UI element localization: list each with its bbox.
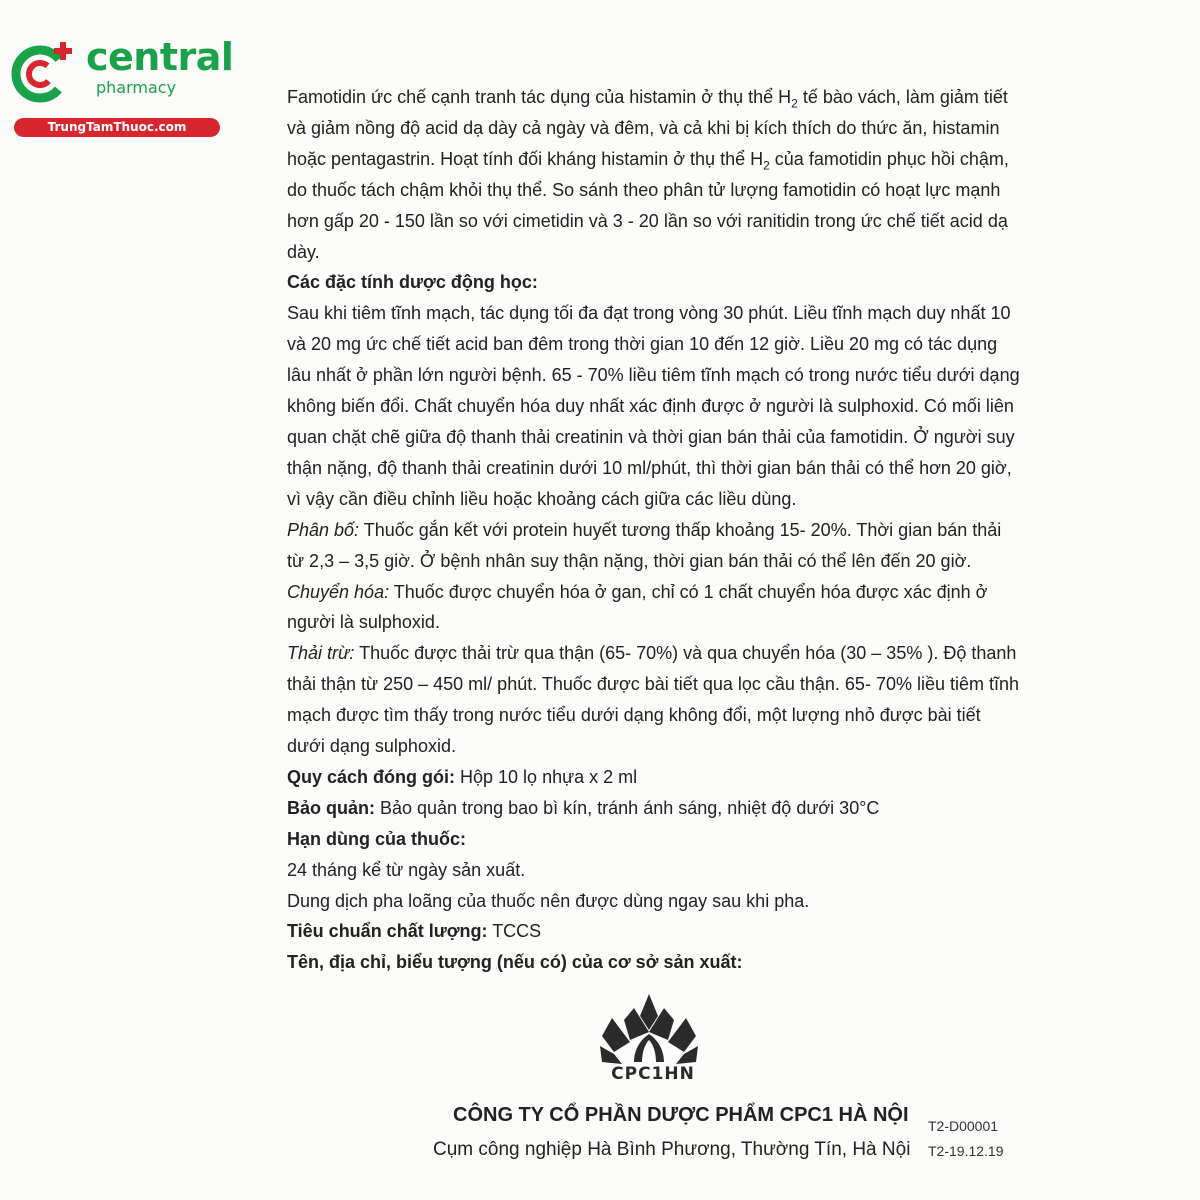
brand-logo xyxy=(10,35,234,136)
metabolism-paragraph: Chuyển hóa: Thuốc được chuyển hóa ở gan, chỉ có 1 chất chuyển hóa được xác định ở người là sulphoxid. xyxy=(287,581,988,633)
quality-standard-label: Tiêu chuẩn chất lượng: xyxy=(287,921,488,942)
expiry-line-2: Dung dịch pha loãng của thuốc nên được dùng ngay sau khi pha. xyxy=(287,890,810,911)
packaging-label: Quy cách đóng gói: xyxy=(287,766,456,787)
pharmacodynamics-paragraph: Famotidin ức chế cạnh tranh tác dụng của histamin ở thụ thể $H_2$ tế bào vách, làm giảm tiết và giảm nồng độ acid dạ dày cả ngày và đêm, và cả khi bị kích thích do thức ăn, histamin hoặc pentagastrin. Hoạt tính đối kháng histamin ở thụ thể $H_2$ của famotidin phục hồi chậm, do thuốc tách chậm khỏi thụ thể. So sánh theo phân tử lượng famotidin có hoạt lực mạnh hơn gấp 20 - 150 lần so với cimetidin và 3 - 20 lần so với ranitidin trong ức chế tiết acid dạ dày. xyxy=(287,87,1009,262)
distribution-paragraph: Phân bố: Thuốc gắn kết với protein huyết tương thấp khoảng 15- 20%. Thời gian bán thải từ 2,3 – 3,5 giờ. Ở bệnh nhân suy thận nặng, thời gian bán thải có thể lên đến 20 giờ. xyxy=(287,519,1002,571)
metabolism-label: Chuyển hóa: xyxy=(287,581,390,602)
manufacturer-name: CÔNG TY CỔ PHẦN DƯỢC PHẨM CPC1 HÀ NỘI xyxy=(453,1104,909,1126)
quality-standard-line: Tiêu chuẩn chất lượng: TCCS xyxy=(287,921,542,942)
cpc1-logo-text: CPC1HN xyxy=(611,1064,695,1084)
brand-name: central xyxy=(86,35,234,79)
storage-line: Bảo quản: Bảo quản trong bao bì kín, tránh ánh sáng, nhiệt độ dưới 30°C xyxy=(287,797,880,818)
manufacturer-heading: Tên, địa chỉ, biểu tượng (nếu có) của cơ sở sản xuất: xyxy=(287,952,743,973)
expiry-line-1: 24 tháng kể từ ngày sản xuất. xyxy=(287,859,526,880)
excretion-paragraph: Thải trừ: Thuốc được thải trừ qua thận (65- 70%) và qua chuyển hóa (30 – 35% ). Độ thanh thải thận từ 250 – 450 ml/ phút. Thuốc được bài tiết qua lọc cầu thận. 65- 70% liều tiêm tĩnh mạch được tìm thấy trong nước tiểu dưới dạng không đổi, một lượng nhỏ được bài tiết dưới dạng sulphoxid. xyxy=(287,643,1020,757)
document-code: T2-D00001 xyxy=(928,1118,999,1134)
brand-subtitle: pharmacy xyxy=(96,78,177,97)
document-revision: T2-19.12.19 xyxy=(928,1143,1004,1159)
expiry-heading: Hạn dùng của thuốc: xyxy=(287,828,466,849)
manufacturer-address: Cụm công nghiệp Hà Bình Phương, Thường Tín, Hà Nội xyxy=(433,1139,911,1160)
leaflet-text xyxy=(287,82,1022,978)
packaging-line: Quy cách đóng gói: Hộp 10 lọ nhựa x 2 ml xyxy=(287,766,638,787)
pharmacokinetics-paragraph: Sau khi tiêm tĩnh mạch, tác dụng tối đa đạt trong vòng 30 phút. Liều tĩnh mạch duy nhất 10 và 20 mg ức chế tiết acid ban đêm trong thời gian 10 đến 12 giờ. Liều 20 mg có tác dụng lâu nhất ở phần lớn người bệnh. 65 - 70% liều tiêm tĩnh mạch có trong nước tiểu dưới dạng không biến đổi. Chất chuyển hóa duy nhất xác định được ở người là sulphoxid. Có mối liên quan chặt chẽ giữa độ thanh thải creatinin và thời gian bán thải của famotidin. Ở người suy thận nặng, độ thanh thải creatinin dưới 10 ml/phút, thì thời gian bán thải có thể hơn 20 giờ, vì vậy cần điều chỉnh liều hoặc khoảng cách giữa các liều dùng. xyxy=(287,303,1020,509)
distribution-label: Phân bố: xyxy=(287,519,360,540)
pharmacokinetics-heading: Các đặc tính dược động học: xyxy=(287,272,538,293)
excretion-label: Thải trừ: xyxy=(287,643,355,664)
central-pharmacy-logo-icon xyxy=(10,40,80,104)
brand-url-badge: TrungTamThuoc.com xyxy=(14,118,220,137)
storage-label: Bảo quản: xyxy=(287,797,375,818)
